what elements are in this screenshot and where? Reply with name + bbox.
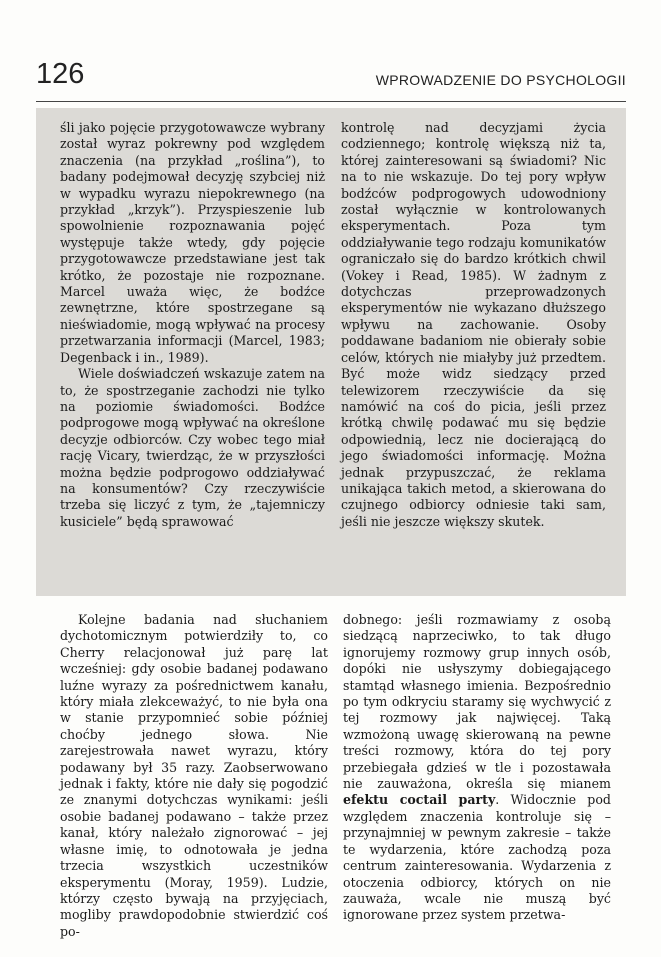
running-title: WPROWADZENIE DO PSYCHOLOGII [375,72,626,88]
shaded-sidebar-box [36,108,626,596]
box-left-column [60,120,325,530]
box-right-column [341,120,606,530]
body-paragraph: Kolejne badania nad słuchaniem dychotomicznym potwierdziły to, co Cherry relacjonował już parę lat wcześniej: gdy osobie badanej podawano luźne wyrazy za pośrednictwem kanału, który miała zlekceważyć, to nie była ona w stanie przypomnieć sobie później choćby jednego słowa. Nie zarejestrowała nawet wyrazu, który podawany był 35 razy. Zaobserwowano jednak i fakty, które nie dały się pogodzić ze znanymi dotychczas wynikami: jeśli osobie badanej podawano – także przez kanał, który należało zignorować – jej własne imię, to odnotowała je jedna trzecia wszystkich uczestników eksperymentu (Moray, 1959). Ludzie, którzy często bywają na przyjęciach, mogliby prawdopodobnie stwierdzić coś po- [60,612,328,939]
body-text: dobnego: jeśli rozmawiamy z osobą siedzącą naprzeciwko, to tak długo ignorujemy rozmowy grup innych osób, dopóki nie usłyszymy dobiegającego stamtąd własnego imienia. Bezpośrednio po tym odkryciu staramy się wychwycić z tej rozmowy jak najwięcej. Taką wzmożoną uwagę skierowaną na pewne treści rozmowy, która do tej pory przebiegała gdzieś w tle i pozostawała nie zauważona, określa się mianem [343,612,611,792]
main-left-column [60,612,328,940]
body-paragraph [343,612,611,924]
page-header [36,58,626,98]
box-paragraph: Wiele doświadczeń wskazuje zatem na to, że spostrzeganie zachodzi nie tylko na poziomie świadomości. Bodźce podprogowe mogą wpływać na określone decyzje odbiorców. Czy wobec tego miał rację Vicary, twierdząc, że w przyszłości można będzie podprogowo oddziaływać na konsumentów? Czy rzeczywiście trzeba się liczyć z tym, że „tajemniczy kusiciele” będą sprawować [60,366,325,529]
page-number: 126 [36,58,85,90]
box-paragraph: śli jako pojęcie przygotowawcze wybrany został wyraz pokrewny pod względem znaczenia (na przykład „roślina”), to badany podejmował decyzję szybciej niż w wypadku wyrazu niepokrewnego (na przykład „krzyk”). Przyspieszenie lub spowolnienie rozpoznawania pojęć występuje także wtedy, gdy pojęcie przygotowawcze przedstawiane jest tak krótko, że pozostaje nie rozpoznane. Marcel uważa więc, że bodźce zewnętrzne, które spostrzegane są nieświadomie, mogą wpływać na procesy przetwarzania informacji (Marcel, 1983; Degenback i in., 1989). [60,120,325,365]
key-term: efektu coctail party [343,792,496,808]
box-paragraph: kontrolę nad decyzjami życia codziennego; kontrolę większą niż ta, której zainteresowani są świadomi? Nic na to nie wskazuje. Do tej pory wpływ bodźców podprogowych udowodniony został wyłącznie w kontrolowanych eksperymentach. Poza tym oddziaływanie tego rodzaju komunikatów ograniczało się do bardzo krótkich chwil (Vokey i Read, 1985). W żadnym z dotychczas przeprowadzonych eksperymentów nie wykazano dłuższego wpływu na zachowanie. Osoby poddawane badaniom nie obierały sobie celów, których nie miałyby już przedtem. Być może widz siedzący przed telewizorem rzeczywiście da się namówić na coś do picia, jeśli przez krótką chwilę podawać mu się będzie odpowiednią, lecz nie docierającą do jego świadomości informację. Można jednak przypuszczać, że reklama unikająca takich metod, a skierowana do czujnego odbiorcy odniesie taki sam, jeśli nie jeszcze większy skutek. [341,120,606,529]
body-text: . Widocznie pod względem znaczenia kontroluje się – przynajmniej w pewnym zakresie – także te wydarzenia, które zachodzą poza centrum zainteresowania. Wydarzenia z otoczenia odbiorcy, których on nie zauważa, wcale nie muszą być ignorowane przez system przetwa- [343,792,611,923]
main-right-column [343,612,611,924]
header-rule [36,101,626,102]
